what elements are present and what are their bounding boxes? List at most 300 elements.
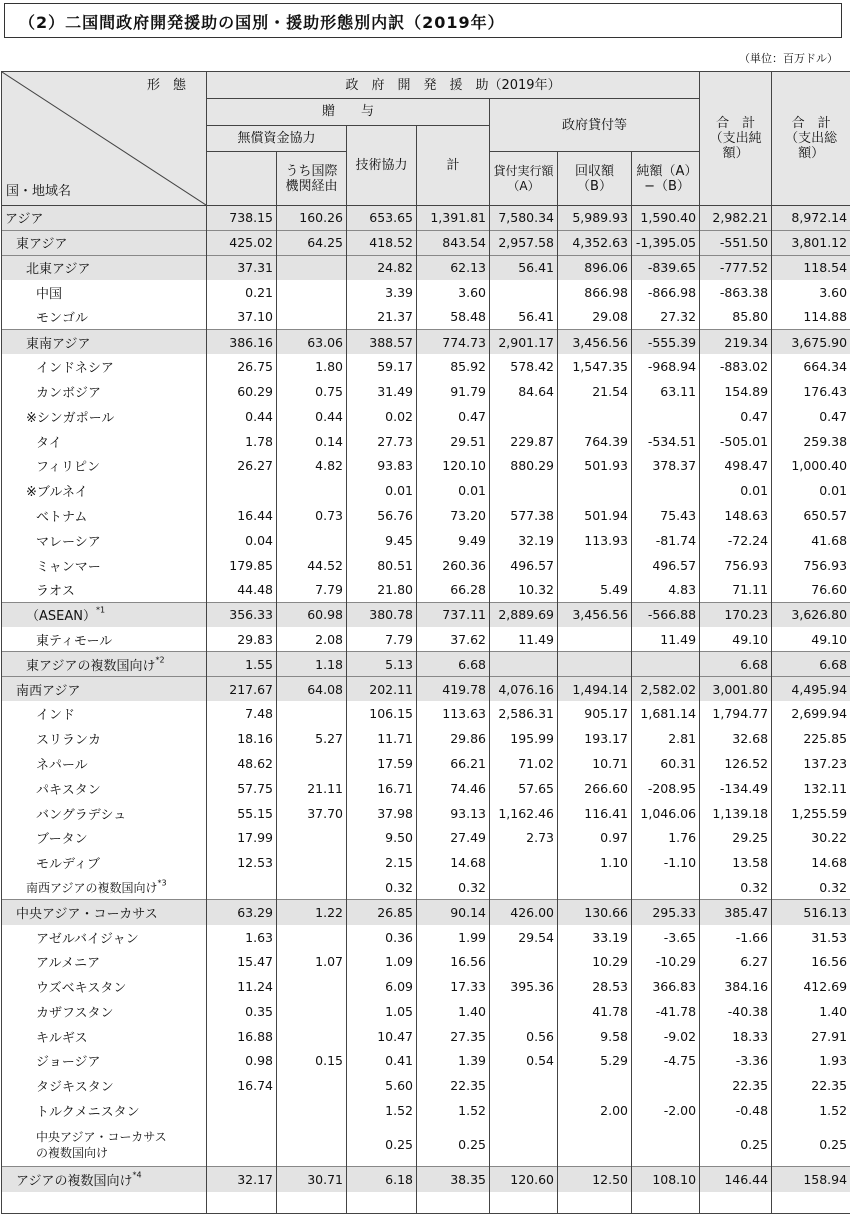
value-cell: -40.38 bbox=[700, 999, 772, 1024]
value-cell: 737.11 bbox=[417, 602, 490, 627]
value-cell: 22.35 bbox=[417, 1073, 490, 1098]
value-cell: 384.16 bbox=[700, 974, 772, 999]
value-cell: 1.09 bbox=[347, 949, 417, 974]
value-cell: 1.52 bbox=[772, 1098, 850, 1123]
region-name: アジアの複数国向け$^{*4}$ bbox=[2, 1167, 207, 1192]
value-cell: 10.32 bbox=[490, 577, 558, 602]
value-cell: 1.22 bbox=[277, 900, 347, 925]
value-cell: -2.00 bbox=[632, 1098, 700, 1123]
value-cell: 501.93 bbox=[558, 453, 632, 478]
value-cell: 114.88 bbox=[772, 305, 850, 330]
value-cell: 496.57 bbox=[632, 553, 700, 578]
region-name: タイ bbox=[2, 429, 207, 454]
value-cell: 2,889.69 bbox=[490, 602, 558, 627]
value-cell: 91.79 bbox=[417, 379, 490, 404]
value-cell: 13.58 bbox=[700, 850, 772, 875]
value-cell: 170.23 bbox=[700, 602, 772, 627]
value-cell: 0.47 bbox=[700, 404, 772, 429]
value-cell bbox=[277, 701, 347, 726]
value-cell: 22.35 bbox=[772, 1073, 850, 1098]
value-cell: 30.22 bbox=[772, 825, 850, 850]
value-cell bbox=[558, 553, 632, 578]
value-cell: -72.24 bbox=[700, 528, 772, 553]
table-row bbox=[2, 751, 850, 776]
value-cell: 3,801.12 bbox=[772, 230, 850, 255]
value-cell: 85.92 bbox=[417, 354, 490, 379]
value-cell: 0.98 bbox=[207, 1049, 277, 1074]
region-name: アジア bbox=[2, 206, 207, 231]
value-cell: 113.63 bbox=[417, 701, 490, 726]
value-cell bbox=[277, 1024, 347, 1049]
value-cell: 64.25 bbox=[277, 230, 347, 255]
value-cell: -866.98 bbox=[632, 280, 700, 305]
value-cell: 843.54 bbox=[417, 230, 490, 255]
value-cell: 17.99 bbox=[207, 825, 277, 850]
value-cell: 756.93 bbox=[772, 553, 850, 578]
table-row bbox=[2, 652, 850, 677]
value-cell: 37.98 bbox=[347, 801, 417, 826]
value-cell: 1.18 bbox=[277, 652, 347, 677]
value-cell: 84.64 bbox=[490, 379, 558, 404]
value-cell: 30.71 bbox=[277, 1167, 347, 1192]
value-cell: -208.95 bbox=[632, 776, 700, 801]
value-cell bbox=[490, 949, 558, 974]
value-cell: 48.62 bbox=[207, 751, 277, 776]
value-cell: 56.41 bbox=[490, 305, 558, 330]
value-cell: 5,989.93 bbox=[558, 206, 632, 231]
value-cell bbox=[490, 999, 558, 1024]
value-cell bbox=[277, 478, 347, 503]
value-cell: 0.01 bbox=[772, 478, 850, 503]
table-row bbox=[2, 453, 850, 478]
region-name: カンボジア bbox=[2, 379, 207, 404]
value-cell bbox=[490, 280, 558, 305]
value-cell bbox=[490, 1098, 558, 1123]
value-cell: -566.88 bbox=[632, 602, 700, 627]
table-row bbox=[2, 305, 850, 330]
table-row bbox=[2, 925, 850, 950]
value-cell: 1,494.14 bbox=[558, 677, 632, 702]
header-grant-aid-main bbox=[207, 152, 277, 206]
table-row bbox=[2, 329, 850, 354]
value-cell: 0.32 bbox=[700, 875, 772, 900]
value-cell bbox=[490, 404, 558, 429]
value-cell bbox=[558, 875, 632, 900]
value-cell: 66.28 bbox=[417, 577, 490, 602]
region-name: ベトナム bbox=[2, 503, 207, 528]
value-cell: 193.17 bbox=[558, 726, 632, 751]
value-cell: 295.33 bbox=[632, 900, 700, 925]
value-cell: 16.88 bbox=[207, 1024, 277, 1049]
value-cell: -551.50 bbox=[700, 230, 772, 255]
table-row bbox=[2, 850, 850, 875]
value-cell: 10.29 bbox=[558, 949, 632, 974]
region-name: 北東アジア bbox=[2, 255, 207, 280]
value-cell: 1.40 bbox=[772, 999, 850, 1024]
value-cell: 266.60 bbox=[558, 776, 632, 801]
value-cell: 18.16 bbox=[207, 726, 277, 751]
value-cell: 24.82 bbox=[347, 255, 417, 280]
value-cell bbox=[632, 478, 700, 503]
value-cell: 1.55 bbox=[207, 652, 277, 677]
value-cell: 1.52 bbox=[417, 1098, 490, 1123]
value-cell: 5.27 bbox=[277, 726, 347, 751]
value-cell: 148.63 bbox=[700, 503, 772, 528]
value-cell bbox=[277, 825, 347, 850]
value-cell: 17.59 bbox=[347, 751, 417, 776]
header-loan-net: 純額（A）−（B） bbox=[632, 152, 700, 206]
value-cell: 0.47 bbox=[417, 404, 490, 429]
value-cell: 29.08 bbox=[558, 305, 632, 330]
value-cell: 4,495.94 bbox=[772, 677, 850, 702]
value-cell: -534.51 bbox=[632, 429, 700, 454]
value-cell bbox=[207, 875, 277, 900]
value-cell: 26.75 bbox=[207, 354, 277, 379]
value-cell: -41.78 bbox=[632, 999, 700, 1024]
empty-cell bbox=[277, 1192, 347, 1214]
value-cell: 0.25 bbox=[700, 1123, 772, 1167]
value-cell: 3,456.56 bbox=[558, 329, 632, 354]
value-cell: 217.67 bbox=[207, 677, 277, 702]
value-cell: 154.89 bbox=[700, 379, 772, 404]
table-header bbox=[2, 72, 850, 206]
value-cell: 3,456.56 bbox=[558, 602, 632, 627]
value-cell: 57.75 bbox=[207, 776, 277, 801]
value-cell: 0.25 bbox=[772, 1123, 850, 1167]
empty-cell bbox=[772, 1192, 850, 1214]
table-row bbox=[2, 553, 850, 578]
value-cell: 37.10 bbox=[207, 305, 277, 330]
empty-cell bbox=[2, 1192, 207, 1214]
value-cell: 386.16 bbox=[207, 329, 277, 354]
empty-cell bbox=[417, 1192, 490, 1214]
value-cell: 6.18 bbox=[347, 1167, 417, 1192]
value-cell bbox=[277, 280, 347, 305]
value-cell: 60.31 bbox=[632, 751, 700, 776]
value-cell: 7.79 bbox=[277, 577, 347, 602]
value-cell: 366.83 bbox=[632, 974, 700, 999]
value-cell: 27.35 bbox=[417, 1024, 490, 1049]
value-cell: 1.99 bbox=[417, 925, 490, 950]
value-cell: 202.11 bbox=[347, 677, 417, 702]
value-cell: 6.27 bbox=[700, 949, 772, 974]
value-cell: 9.45 bbox=[347, 528, 417, 553]
value-cell: -1,395.05 bbox=[632, 230, 700, 255]
value-cell bbox=[490, 1073, 558, 1098]
oda-table bbox=[1, 71, 850, 1214]
value-cell: 37.62 bbox=[417, 627, 490, 652]
value-cell: 146.44 bbox=[700, 1167, 772, 1192]
value-cell: 27.49 bbox=[417, 825, 490, 850]
region-name: 南西アジアの複数国向け$^{*3}$ bbox=[2, 875, 207, 900]
value-cell: 0.21 bbox=[207, 280, 277, 305]
value-cell: 4.83 bbox=[632, 577, 700, 602]
value-cell: 356.33 bbox=[207, 602, 277, 627]
value-cell: 3,675.90 bbox=[772, 329, 850, 354]
value-cell: 60.98 bbox=[277, 602, 347, 627]
region-name: ジョージア bbox=[2, 1049, 207, 1074]
value-cell: 0.32 bbox=[772, 875, 850, 900]
region-name: ネパール bbox=[2, 751, 207, 776]
value-cell: 63.06 bbox=[277, 329, 347, 354]
value-cell: 6.68 bbox=[772, 652, 850, 677]
value-cell: 11.49 bbox=[490, 627, 558, 652]
value-cell: 4,076.16 bbox=[490, 677, 558, 702]
region-name: スリランカ bbox=[2, 726, 207, 751]
value-cell: 27.73 bbox=[347, 429, 417, 454]
table-row bbox=[2, 949, 850, 974]
region-name: ラオス bbox=[2, 577, 207, 602]
table-row bbox=[2, 503, 850, 528]
region-name: カザフスタン bbox=[2, 999, 207, 1024]
value-cell bbox=[207, 1098, 277, 1123]
value-cell: 16.74 bbox=[207, 1073, 277, 1098]
value-cell: 0.73 bbox=[277, 503, 347, 528]
value-cell bbox=[558, 404, 632, 429]
value-cell: 7.79 bbox=[347, 627, 417, 652]
table-row bbox=[2, 825, 850, 850]
value-cell: 63.11 bbox=[632, 379, 700, 404]
value-cell: 653.65 bbox=[347, 206, 417, 231]
header-tech: 技術協力 bbox=[347, 125, 417, 206]
table-row-blank bbox=[2, 1192, 850, 1214]
value-cell: -555.39 bbox=[632, 329, 700, 354]
value-cell: 229.87 bbox=[490, 429, 558, 454]
value-cell: 18.33 bbox=[700, 1024, 772, 1049]
region-name: ウズベキスタン bbox=[2, 974, 207, 999]
value-cell: -863.38 bbox=[700, 280, 772, 305]
value-cell: 11.24 bbox=[207, 974, 277, 999]
value-cell: 395.36 bbox=[490, 974, 558, 999]
header-grant-aid: 無償資金協力 bbox=[207, 125, 347, 152]
value-cell: 38.35 bbox=[417, 1167, 490, 1192]
value-cell: 664.34 bbox=[772, 354, 850, 379]
value-cell: 21.11 bbox=[277, 776, 347, 801]
value-cell: 225.85 bbox=[772, 726, 850, 751]
value-cell: 158.94 bbox=[772, 1167, 850, 1192]
value-cell: 3.39 bbox=[347, 280, 417, 305]
value-cell: 21.54 bbox=[558, 379, 632, 404]
value-cell: 1,139.18 bbox=[700, 801, 772, 826]
value-cell: 59.17 bbox=[347, 354, 417, 379]
value-cell: -968.94 bbox=[632, 354, 700, 379]
value-cell: 116.41 bbox=[558, 801, 632, 826]
value-cell: 16.56 bbox=[772, 949, 850, 974]
value-cell: 74.46 bbox=[417, 776, 490, 801]
empty-cell bbox=[207, 1192, 277, 1214]
header-via-intl: うち国際機関経由 bbox=[277, 152, 347, 206]
value-cell: 4,352.63 bbox=[558, 230, 632, 255]
value-cell: 57.65 bbox=[490, 776, 558, 801]
table-row bbox=[2, 255, 850, 280]
region-name: 中国 bbox=[2, 280, 207, 305]
region-name: モンゴル bbox=[2, 305, 207, 330]
value-cell: 130.66 bbox=[558, 900, 632, 925]
value-cell: 58.48 bbox=[417, 305, 490, 330]
value-cell: 29.54 bbox=[490, 925, 558, 950]
value-cell: 195.99 bbox=[490, 726, 558, 751]
value-cell: 12.50 bbox=[558, 1167, 632, 1192]
value-cell: 2,901.17 bbox=[490, 329, 558, 354]
value-cell bbox=[490, 875, 558, 900]
value-cell: 5.60 bbox=[347, 1073, 417, 1098]
value-cell: 1,162.46 bbox=[490, 801, 558, 826]
value-cell: 388.57 bbox=[347, 329, 417, 354]
value-cell bbox=[277, 305, 347, 330]
value-cell: 905.17 bbox=[558, 701, 632, 726]
value-cell bbox=[632, 652, 700, 677]
value-cell: 0.01 bbox=[347, 478, 417, 503]
value-cell: 62.13 bbox=[417, 255, 490, 280]
value-cell: 1.80 bbox=[277, 354, 347, 379]
empty-cell bbox=[632, 1192, 700, 1214]
region-name: フィリピン bbox=[2, 453, 207, 478]
value-cell bbox=[490, 1123, 558, 1167]
value-cell: 756.93 bbox=[700, 553, 772, 578]
value-cell: 31.53 bbox=[772, 925, 850, 950]
page-title: （2）二国間政府開発援助の国別・援助形態別内訳（2019年） bbox=[19, 13, 505, 32]
value-cell: 2.08 bbox=[277, 627, 347, 652]
value-cell: 880.29 bbox=[490, 453, 558, 478]
value-cell: 29.86 bbox=[417, 726, 490, 751]
value-cell: -3.65 bbox=[632, 925, 700, 950]
value-cell: 0.02 bbox=[347, 404, 417, 429]
value-cell: 1,547.35 bbox=[558, 354, 632, 379]
value-cell: 738.15 bbox=[207, 206, 277, 231]
value-cell: -839.65 bbox=[632, 255, 700, 280]
value-cell: 7,580.34 bbox=[490, 206, 558, 231]
value-cell: 650.57 bbox=[772, 503, 850, 528]
value-cell: -883.02 bbox=[700, 354, 772, 379]
value-cell bbox=[277, 528, 347, 553]
region-name: 東ティモール bbox=[2, 627, 207, 652]
value-cell: 93.13 bbox=[417, 801, 490, 826]
header-total-net: 合 計（支出純額） bbox=[700, 72, 772, 206]
value-cell bbox=[558, 1073, 632, 1098]
value-cell bbox=[632, 1073, 700, 1098]
region-name: 南西アジア bbox=[2, 677, 207, 702]
empty-cell bbox=[347, 1192, 417, 1214]
table-row bbox=[2, 900, 850, 925]
value-cell: 412.69 bbox=[772, 974, 850, 999]
value-cell: 32.17 bbox=[207, 1167, 277, 1192]
value-cell: 6.09 bbox=[347, 974, 417, 999]
value-cell: 2,699.94 bbox=[772, 701, 850, 726]
value-cell: 15.47 bbox=[207, 949, 277, 974]
table-row bbox=[2, 1024, 850, 1049]
header-total-gross: 合 計（支出総額） bbox=[772, 72, 850, 206]
value-cell bbox=[632, 875, 700, 900]
value-cell: 1.63 bbox=[207, 925, 277, 950]
value-cell: 2,957.58 bbox=[490, 230, 558, 255]
value-cell: 60.29 bbox=[207, 379, 277, 404]
value-cell: 426.00 bbox=[490, 900, 558, 925]
value-cell: -1.10 bbox=[632, 850, 700, 875]
value-cell: 0.36 bbox=[347, 925, 417, 950]
value-cell: 3,001.80 bbox=[700, 677, 772, 702]
table-row bbox=[2, 627, 850, 652]
footnote-mark: *4 bbox=[132, 1170, 142, 1180]
region-name: インド bbox=[2, 701, 207, 726]
value-cell: 6.68 bbox=[700, 652, 772, 677]
value-cell: 1.40 bbox=[417, 999, 490, 1024]
region-name: ※シンガポール bbox=[2, 404, 207, 429]
value-cell: 118.54 bbox=[772, 255, 850, 280]
empty-cell bbox=[700, 1192, 772, 1214]
table-row bbox=[2, 1098, 850, 1123]
table-row bbox=[2, 875, 850, 900]
region-name: （ASEAN）$^{*1}$ bbox=[2, 602, 207, 627]
value-cell: 0.25 bbox=[347, 1123, 417, 1167]
table-row bbox=[2, 354, 850, 379]
value-cell: 76.60 bbox=[772, 577, 850, 602]
value-cell: 2,586.31 bbox=[490, 701, 558, 726]
value-cell: 108.10 bbox=[632, 1167, 700, 1192]
value-cell bbox=[277, 1073, 347, 1098]
value-cell: 2,582.02 bbox=[632, 677, 700, 702]
region-name: 中央アジア・コーカサス の複数国向け bbox=[2, 1123, 207, 1167]
value-cell: 9.58 bbox=[558, 1024, 632, 1049]
value-cell: 498.47 bbox=[700, 453, 772, 478]
table-row bbox=[2, 230, 850, 255]
value-cell: 21.80 bbox=[347, 577, 417, 602]
table-body bbox=[2, 206, 850, 1214]
value-cell: -505.01 bbox=[700, 429, 772, 454]
value-cell: 1,046.06 bbox=[632, 801, 700, 826]
value-cell: 2,982.21 bbox=[700, 206, 772, 231]
value-cell bbox=[207, 478, 277, 503]
table-row bbox=[2, 1167, 850, 1192]
header-corner bbox=[2, 72, 207, 206]
table-row bbox=[2, 602, 850, 627]
value-cell bbox=[277, 974, 347, 999]
table-row bbox=[2, 677, 850, 702]
value-cell: 5.29 bbox=[558, 1049, 632, 1074]
value-cell: 64.08 bbox=[277, 677, 347, 702]
title-box bbox=[4, 3, 842, 38]
value-cell: -81.74 bbox=[632, 528, 700, 553]
region-name: マレーシア bbox=[2, 528, 207, 553]
region-name: 中央アジア・コーカサス bbox=[2, 900, 207, 925]
table-row bbox=[2, 478, 850, 503]
value-cell: 0.75 bbox=[277, 379, 347, 404]
value-cell: 9.49 bbox=[417, 528, 490, 553]
header-form-label: 形 態 bbox=[146, 78, 186, 93]
value-cell: 16.44 bbox=[207, 503, 277, 528]
value-cell: -1.66 bbox=[700, 925, 772, 950]
unit-label: （単位：百万ドル） bbox=[739, 52, 838, 65]
value-cell: 1.07 bbox=[277, 949, 347, 974]
value-cell: 14.68 bbox=[417, 850, 490, 875]
value-cell: 3,626.80 bbox=[772, 602, 850, 627]
value-cell bbox=[632, 1123, 700, 1167]
header-loan-exec: 貸付実行額（A） bbox=[490, 152, 558, 206]
value-cell bbox=[558, 478, 632, 503]
value-cell: 29.83 bbox=[207, 627, 277, 652]
value-cell: 0.32 bbox=[417, 875, 490, 900]
value-cell: 1.52 bbox=[347, 1098, 417, 1123]
value-cell: 9.50 bbox=[347, 825, 417, 850]
value-cell bbox=[207, 1123, 277, 1167]
value-cell: 260.36 bbox=[417, 553, 490, 578]
value-cell: 55.15 bbox=[207, 801, 277, 826]
table-row bbox=[2, 280, 850, 305]
value-cell: 0.01 bbox=[700, 478, 772, 503]
value-cell: 0.41 bbox=[347, 1049, 417, 1074]
value-cell: 219.34 bbox=[700, 329, 772, 354]
footnote-mark: *2 bbox=[155, 655, 165, 665]
table-row bbox=[2, 999, 850, 1024]
